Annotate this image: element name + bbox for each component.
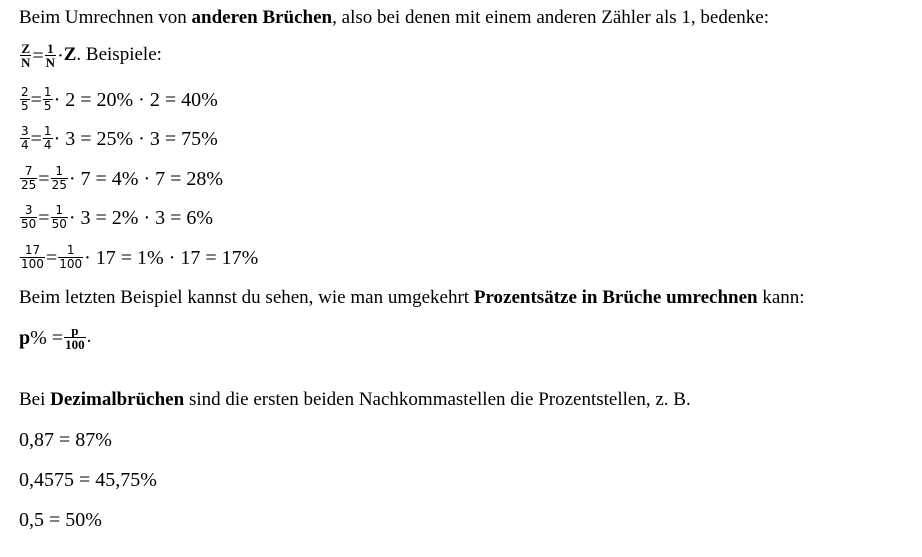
- intro-text-after: , also bei denen mit einem anderen Zähler als 1, bedenke:: [332, 7, 769, 28]
- example-2-rest: · 3 = 25% · 3 = 75%: [53, 127, 218, 150]
- example-3-unit-fraction: $\frac{1}{25}$: [51, 164, 67, 192]
- rule-multiply: ·: [57, 44, 64, 67]
- decimal-example-2: 0,4575 = 45,75%: [19, 468, 157, 491]
- example-4-fraction: $\frac{3}{50}$: [21, 203, 37, 231]
- example-5-unit-fraction: $\frac{1}{100}$: [59, 243, 83, 271]
- intro-bold-term: anderen Brüchen: [191, 7, 333, 28]
- percent-rule-fraction: $\frac{p}{100}$: [65, 323, 85, 352]
- example-3-rest: · 7 = 4% · 7 = 28%: [68, 167, 224, 190]
- example-1-fraction: $\frac{2}{5}$: [21, 85, 29, 113]
- reverse-note-bold-term: Prozentsätze in Brüche umrechnen: [473, 287, 758, 308]
- decimal-intro-bold-term: Dezimalbrüchen: [50, 389, 185, 410]
- decimal-example-3: 0,5 = 50%: [19, 508, 102, 531]
- decimal-intro-paragraph: Bei Dezimalbrüchen sind die ersten beiden Nachkommastellen die Prozentstellen, z. B.: [19, 389, 691, 410]
- intro-text-before: Beim Umrechnen von: [19, 7, 192, 28]
- percent-rule-variable-p: p: [19, 326, 31, 349]
- reverse-note-paragraph: Beim letzten Beispiel kannst du sehen, wie man umgekehrt Prozentsätze in Brüche umrechnen kann:: [19, 287, 805, 308]
- rule-variable-z: Z: [63, 43, 77, 65]
- example-line-5: $\frac{17}{100}$ = $\frac{1}{100}$ · 17 = 1% · 17 = 17%: [21, 243, 259, 271]
- rule-equals: =: [32, 44, 44, 67]
- example-line-3: $\frac{7}{25}$ = $\frac{1}{25}$ · 7 = 4% · 7 = 28%: [21, 164, 224, 192]
- example-5-rest: · 17 = 1% · 17 = 17%: [84, 246, 259, 269]
- example-5-fraction: $\frac{17}{100}$: [21, 243, 44, 271]
- example-line-1: $\frac{2}{5}$ = $\frac{1}{5}$ · 2 = 20% · 2 = 40%: [21, 85, 218, 113]
- example-2-unit-fraction: $\frac{1}{4}$: [43, 124, 52, 152]
- example-4-unit-fraction: $\frac{1}{50}$: [51, 203, 67, 231]
- example-line-4: $\frac{3}{50}$ = $\frac{1}{50}$ · 3 = 2% · 3 = 6%: [21, 203, 214, 231]
- example-4-rest: · 3 = 2% · 3 = 6%: [68, 206, 214, 229]
- example-3-fraction: $\frac{7}{25}$: [21, 164, 37, 192]
- example-1-rest: · 2 = 20% · 2 = 40%: [53, 88, 218, 111]
- rule-fraction-unit: $\frac{1}{N}$: [45, 41, 56, 70]
- percent-rule-equals: % =: [30, 326, 64, 349]
- example-2-fraction: $\frac{3}{4}$: [21, 124, 29, 152]
- rule-formula: [19, 42, 162, 69]
- rule-tail-text: . Beispiele:: [76, 43, 162, 65]
- percent-rule-formula: p% = $\frac{p}{100}$ .: [19, 323, 92, 352]
- example-1-unit-fraction: $\frac{1}{5}$: [43, 85, 52, 113]
- decimal-example-1: 0,87 = 87%: [19, 428, 112, 451]
- rule-fraction-z-over-n: $\frac{Z}{N}$: [21, 41, 31, 70]
- example-line-2: $\frac{3}{4}$ = $\frac{1}{4}$ · 3 = 25% · 3 = 75%: [21, 124, 218, 152]
- intro-paragraph: [19, 6, 769, 30]
